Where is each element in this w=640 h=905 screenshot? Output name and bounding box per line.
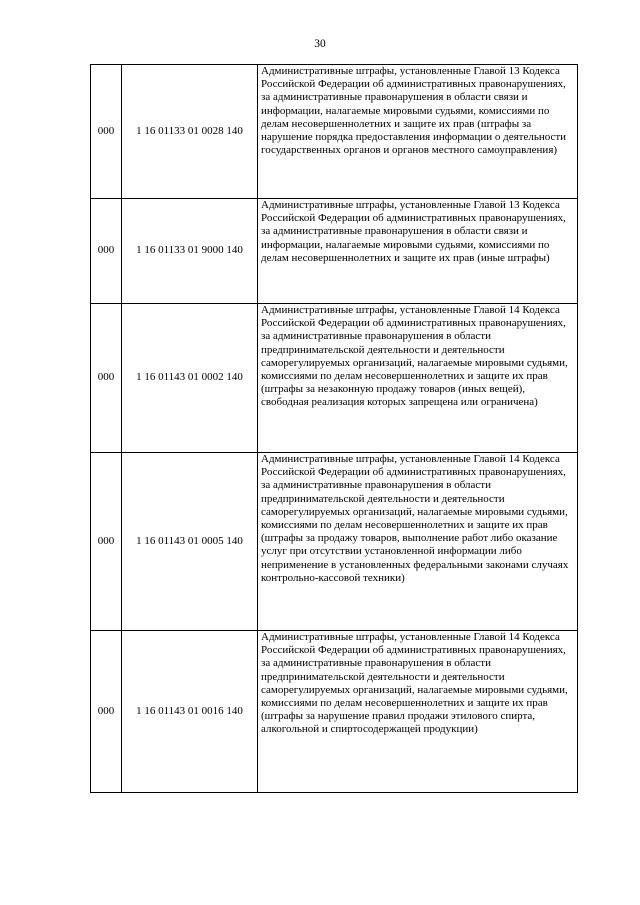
table-row bbox=[91, 304, 578, 453]
budget-classification-table bbox=[90, 64, 578, 793]
description-cell: Административные штрафы, установленные Главой 14 Кодекса Российской Федерации об административных правонарушениях, за административные правонарушения в области предпринимательской деятельности и деятельности саморегулируемых организаций, налагаемые мировыми судьями, комиссиями по делам несовершеннолетних и защите их прав (штрафы за продажу товаров, выполнение работ либо оказание услуг при отсутствии установленной информации либо неприменение в установленных федеральными законами случаях контрольно-кассовой техники) bbox=[258, 453, 578, 631]
table-row bbox=[91, 65, 578, 199]
description-cell: Административные штрафы, установленные Главой 13 Кодекса Российской Федерации об административных правонарушениях, за административные правонарушения в области связи и информации, налагаемые мировыми судьями, комиссиями по делам несовершеннолетних и защите их прав (иные штрафы) bbox=[258, 199, 578, 304]
kbk-code-cell: 1 16 01133 01 0028 140 bbox=[122, 65, 258, 199]
admin-code-cell: 000 bbox=[91, 65, 122, 199]
admin-code-cell: 000 bbox=[91, 199, 122, 304]
admin-code-cell: 000 bbox=[91, 304, 122, 453]
description-cell: Административные штрафы, установленные Главой 13 Кодекса Российской Федерации об административных правонарушениях, за административные правонарушения в области связи и информации, налагаемые мировыми судьями, комиссиями по делам несовершеннолетних и защите их прав (штрафы за нарушение порядка предоставления информации о деятельности государственных органов и органов местного самоуправления) bbox=[258, 65, 578, 199]
admin-code-cell: 000 bbox=[91, 631, 122, 793]
table-row bbox=[91, 199, 578, 304]
admin-code-cell: 000 bbox=[91, 453, 122, 631]
kbk-code-cell: 1 16 01143 01 0005 140 bbox=[122, 453, 258, 631]
description-cell: Административные штрафы, установленные Главой 14 Кодекса Российской Федерации об административных правонарушениях, за административные правонарушения в области предпринимательской деятельности и деятельности саморегулируемых организаций, налагаемые мировыми судьями, комиссиями по делам несовершеннолетних и защите их прав (штрафы за нарушение правил продажи этилового спирта, алкогольной и спиртосодержащей продукции) bbox=[258, 631, 578, 793]
kbk-code-cell: 1 16 01133 01 9000 140 bbox=[122, 199, 258, 304]
kbk-code-cell: 1 16 01143 01 0016 140 bbox=[122, 631, 258, 793]
description-cell: Административные штрафы, установленные Главой 14 Кодекса Российской Федерации об административных правонарушениях, за административные правонарушения в области предпринимательской деятельности и деятельности саморегулируемых организаций, налагаемые мировыми судьями, комиссиями по делам несовершеннолетних и защите их прав (штрафы за незаконную продажу товаров (иных вещей), свободная реализация которых запрещена или ограничена) bbox=[258, 304, 578, 453]
table-row bbox=[91, 453, 578, 631]
table-row bbox=[91, 631, 578, 793]
table-body bbox=[91, 65, 578, 793]
kbk-code-cell: 1 16 01143 01 0002 140 bbox=[122, 304, 258, 453]
page-number: 30 bbox=[314, 38, 326, 50]
